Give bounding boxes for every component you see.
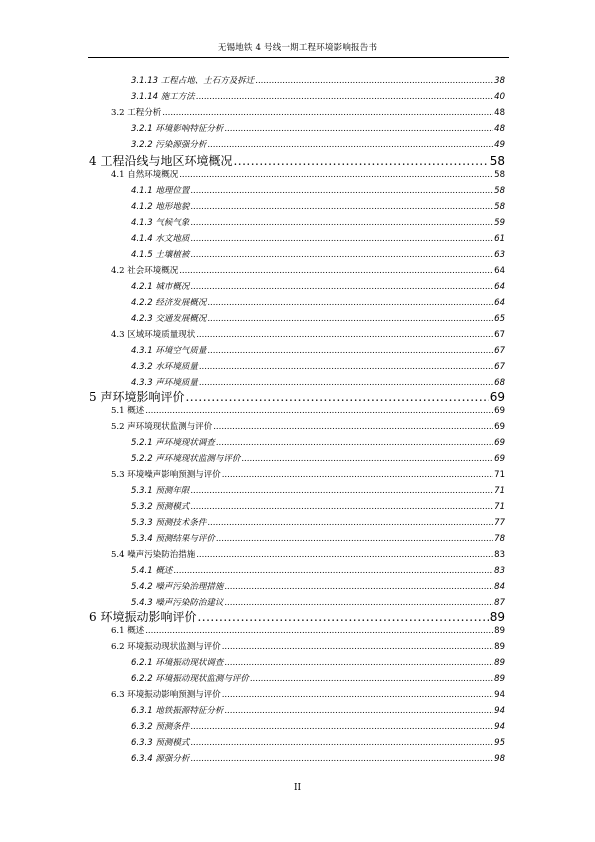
- toc-entry-page: 58: [494, 186, 505, 196]
- toc-entry-level-3[interactable]: [131, 360, 505, 373]
- toc-dot-leader: [190, 202, 493, 212]
- toc-entry-page: 71: [494, 502, 505, 512]
- toc-entry-label: 5.1 概述: [111, 406, 145, 416]
- toc-entry-level-2[interactable]: [111, 688, 505, 701]
- toc-dot-leader: [145, 406, 493, 416]
- toc-entry-label: 4.1 自然环境概况: [111, 170, 179, 180]
- toc-entry-level-1[interactable]: [89, 388, 505, 404]
- toc-dot-leader: [241, 454, 493, 464]
- toc-entry-label: 3.2.2 污染源强分析: [131, 140, 207, 150]
- toc-dot-leader: [224, 582, 493, 592]
- toc-entry-level-2[interactable]: [111, 106, 505, 119]
- toc-entry-label: 4 工程沿线与地区环境概况: [89, 154, 233, 168]
- toc-entry-label: 6.2.2 环境振动现状监测与评价: [131, 674, 249, 684]
- toc-entry-label: 6.1 概述: [111, 626, 145, 636]
- toc-dot-leader: [190, 234, 493, 244]
- toc-dot-leader: [222, 470, 493, 480]
- toc-dot-leader: [224, 706, 493, 716]
- toc-entry-label: 5.4 噪声污染防治措施: [111, 550, 196, 560]
- toc-entry-page: 94: [494, 706, 505, 716]
- toc-dot-leader: [190, 282, 493, 292]
- toc-entry-level-3[interactable]: [131, 656, 505, 669]
- toc-entry-label: 4.3.1 环境空气质量: [131, 346, 207, 356]
- toc-entry-label: 5.2 声环境现状监测与评价: [111, 422, 213, 432]
- toc-dot-leader: [222, 690, 493, 700]
- toc-entry-label: 5.2.1 声环境现状调查: [131, 438, 215, 448]
- toc-entry-page: 58: [494, 202, 505, 212]
- toc-entry-level-3[interactable]: [131, 500, 505, 513]
- toc-entry-page: 89: [494, 674, 505, 684]
- toc-entry-page: 64: [494, 282, 505, 292]
- toc-entry-level-3[interactable]: [131, 484, 505, 497]
- toc-entry-page: 89: [494, 626, 505, 636]
- toc-entry-label: 5.3.4 预测结果与评价: [131, 534, 215, 544]
- toc-entry-level-3[interactable]: [131, 344, 505, 357]
- toc-entry-label: 4.1.4 水文地质: [131, 234, 190, 244]
- toc-entry-page: 83: [494, 550, 505, 560]
- toc-dot-leader: [213, 422, 493, 432]
- toc-entry-label: 4.1.2 地形地貌: [131, 202, 190, 212]
- toc-entry-level-2[interactable]: [111, 624, 505, 637]
- toc-entry-label: 6.2.1 环境振动现状调查: [131, 658, 224, 668]
- toc-entry-level-3[interactable]: [131, 564, 505, 577]
- toc-dot-leader: [162, 108, 493, 118]
- toc-entry-page: 71: [494, 486, 505, 496]
- toc-dot-leader: [145, 626, 493, 636]
- toc-entry-level-3[interactable]: [131, 184, 505, 197]
- toc-entry-label: 5 声环境影响评价: [89, 390, 185, 404]
- toc-entry-level-3[interactable]: [131, 704, 505, 717]
- toc-entry-level-3[interactable]: [131, 672, 505, 685]
- toc-dot-leader: [250, 674, 493, 684]
- toc-entry-level-2[interactable]: [111, 548, 505, 561]
- toc-dot-leader: [190, 218, 493, 228]
- toc-dot-leader: [199, 378, 493, 388]
- toc-dot-leader: [207, 346, 493, 356]
- toc-entry-level-3[interactable]: [131, 720, 505, 733]
- toc-dot-leader: [196, 550, 493, 560]
- toc-dot-leader: [173, 566, 493, 576]
- toc-entry-page: 58: [494, 170, 505, 180]
- toc-entry-label: 5.3.1 预测年限: [131, 486, 190, 496]
- running-header: 无锡地铁 4 号线一期工程环境影响报告书: [217, 43, 378, 53]
- toc-entry-page: 48: [494, 124, 505, 134]
- toc-entry-label: 5.3.3 预测技术条件: [131, 518, 207, 528]
- toc-entry-level-2[interactable]: [111, 168, 505, 181]
- toc-entry-level-3[interactable]: [131, 752, 505, 765]
- toc-entry-level-3[interactable]: [131, 216, 505, 229]
- toc-entry-label: 5.4.2 噪声污染治理措施: [131, 582, 224, 592]
- toc-entry-page: 48: [494, 108, 505, 118]
- toc-entry-page: 69: [494, 422, 505, 432]
- toc-entry-level-3[interactable]: [131, 232, 505, 245]
- toc-dot-leader: [190, 722, 493, 732]
- toc-dot-leader: [216, 534, 493, 544]
- toc-entry-level-3[interactable]: [131, 280, 505, 293]
- toc-entry-label: 4.1.3 气候气象: [131, 218, 190, 228]
- toc-dot-leader: [190, 738, 493, 748]
- toc-entry-label: 6.3.4 源强分析: [131, 754, 190, 764]
- toc-dot-leader: [190, 250, 493, 260]
- toc-entry-label: 5.2.2 声环境现状监测与评价: [131, 454, 241, 464]
- toc-dot-leader: [179, 170, 493, 180]
- toc-entry-label: 3.1.14 施工方法: [131, 92, 195, 102]
- toc-entry-page: 69: [494, 438, 505, 448]
- toc-dot-leader: [224, 658, 493, 668]
- toc-entry-page: 64: [494, 298, 505, 308]
- toc-entry-label: 3.1.13 工程占地、土石方及拆迁: [131, 76, 255, 86]
- toc-entry-label: 4.2 社会环境概况: [111, 266, 179, 276]
- toc-entry-label: 5.3 环境噪声影响预测与评价: [111, 470, 221, 480]
- toc-dot-leader: [207, 518, 493, 528]
- toc-entry-level-2[interactable]: [111, 404, 505, 417]
- toc-entry-label: 6.2 环境振动现状监测与评价: [111, 642, 221, 652]
- toc-dot-leader: [224, 598, 493, 608]
- toc-entry-label: 4.2.1 城市概况: [131, 282, 190, 292]
- toc-entry-level-3[interactable]: [131, 296, 505, 309]
- toc-entry-page: 59: [494, 218, 505, 228]
- toc-entry-level-2[interactable]: [111, 264, 505, 277]
- toc-entry-page: 69: [489, 390, 505, 404]
- toc-entry-page: 71: [494, 470, 505, 480]
- toc-entry-page: 89: [489, 610, 505, 624]
- toc-entry-page: 95: [494, 738, 505, 748]
- toc-dot-leader: [185, 390, 488, 404]
- toc-dot-leader: [224, 124, 493, 134]
- toc-entry-level-3[interactable]: [131, 516, 505, 529]
- toc-entry-label: 4.1.5 土壤植被: [131, 250, 190, 260]
- toc-entry-label: 5.3.2 预测模式: [131, 502, 190, 512]
- toc-entry-label: 4.1.1 地理位置: [131, 186, 190, 196]
- toc-entry-level-3[interactable]: [131, 248, 505, 261]
- header-rule: [88, 57, 509, 58]
- toc-entry-page: 89: [494, 658, 505, 668]
- toc-entry-page: 94: [494, 690, 505, 700]
- toc-entry-level-3[interactable]: [131, 580, 505, 593]
- toc-dot-leader: [216, 438, 493, 448]
- toc-entry-page: 61: [494, 234, 505, 244]
- toc-entry-page: 67: [494, 330, 505, 340]
- toc-entry-label: 3.2.1 环境影响特征分析: [131, 124, 224, 134]
- toc-entry-label: 6.3.3 预测模式: [131, 738, 190, 748]
- toc-entry-level-2[interactable]: [111, 328, 505, 341]
- toc-entry-page: 83: [494, 566, 505, 576]
- toc-dot-leader: [199, 362, 493, 372]
- toc-dot-leader: [207, 314, 493, 324]
- toc-entry-page: 94: [494, 722, 505, 732]
- toc-entry-level-3[interactable]: [131, 436, 505, 449]
- toc-entry-page: 69: [494, 454, 505, 464]
- toc-entry-page: 69: [494, 406, 505, 416]
- page-number: II: [293, 783, 302, 793]
- toc-entry-page: 67: [494, 346, 505, 356]
- toc-entry-level-2[interactable]: [111, 420, 505, 433]
- toc-entry-level-3[interactable]: [131, 736, 505, 749]
- toc-entry-level-2[interactable]: [111, 640, 505, 653]
- toc-entry-level-3[interactable]: [131, 90, 505, 103]
- toc-entry-level-3[interactable]: [131, 200, 505, 213]
- toc-entry-page: 68: [494, 378, 505, 388]
- toc-entry-page: 63: [494, 250, 505, 260]
- toc-entry-label: 6 环境振动影响评价: [89, 610, 197, 624]
- toc-entry-page: 40: [494, 92, 505, 102]
- toc-dot-leader: [222, 642, 493, 652]
- toc-entry-page: 58: [489, 154, 505, 168]
- toc-dot-leader: [233, 154, 488, 168]
- toc-dot-leader: [190, 754, 493, 764]
- toc-entry-page: 67: [494, 362, 505, 372]
- toc-entry-label: 4.3 区域环境质量现状: [111, 330, 196, 340]
- toc-entry-level-3[interactable]: [131, 74, 505, 87]
- toc-entry-label: 4.3.2 水环境质量: [131, 362, 198, 372]
- toc-dot-leader: [179, 266, 493, 276]
- toc-entry-page: 77: [494, 518, 505, 528]
- toc-entry-level-3[interactable]: [131, 138, 505, 151]
- toc-dot-leader: [207, 140, 493, 150]
- toc-entry-label: 4.2.3 交通发展概况: [131, 314, 207, 324]
- toc-dot-leader: [196, 330, 493, 340]
- toc-dot-leader: [190, 186, 493, 196]
- toc-entry-label: 6.3.2 预测条件: [131, 722, 190, 732]
- toc-dot-leader: [196, 92, 493, 102]
- toc-entry-page: 78: [494, 534, 505, 544]
- toc-entry-level-3[interactable]: [131, 452, 505, 465]
- toc-entry-label: 4.2.2 经济发展概况: [131, 298, 207, 308]
- toc-entry-label: 6.3 环境振动影响预测与评价: [111, 690, 221, 700]
- toc-entry-level-3[interactable]: [131, 312, 505, 325]
- toc-entry-page: 98: [494, 754, 505, 764]
- toc-entry-level-3[interactable]: [131, 122, 505, 135]
- toc-entry-level-2[interactable]: [111, 468, 505, 481]
- toc-entry-page: 89: [494, 642, 505, 652]
- toc-entry-label: 6.3.1 地铁振源特征分析: [131, 706, 224, 716]
- toc-entry-page: 38: [494, 76, 505, 86]
- toc-entry-page: 65: [494, 314, 505, 324]
- toc-entry-label: 3.2 工程分析: [111, 108, 162, 118]
- toc-dot-leader: [197, 610, 488, 624]
- toc-entry-level-1[interactable]: [89, 152, 505, 168]
- toc-entry-label: 4.3.3 声环境质量: [131, 378, 198, 388]
- toc-dot-leader: [255, 76, 493, 86]
- toc-entry-label: 5.4.3 噪声污染防治建议: [131, 598, 224, 608]
- toc-entry-level-3[interactable]: [131, 532, 505, 545]
- toc-entry-page: 64: [494, 266, 505, 276]
- toc-entry-page: 87: [494, 598, 505, 608]
- toc-entry-page: 84: [494, 582, 505, 592]
- toc-entry-page: 49: [494, 140, 505, 150]
- toc-entry-label: 5.4.1 概述: [131, 566, 173, 576]
- toc-entry-level-1[interactable]: [89, 608, 505, 624]
- toc-dot-leader: [190, 486, 493, 496]
- toc-dot-leader: [207, 298, 493, 308]
- toc-dot-leader: [190, 502, 493, 512]
